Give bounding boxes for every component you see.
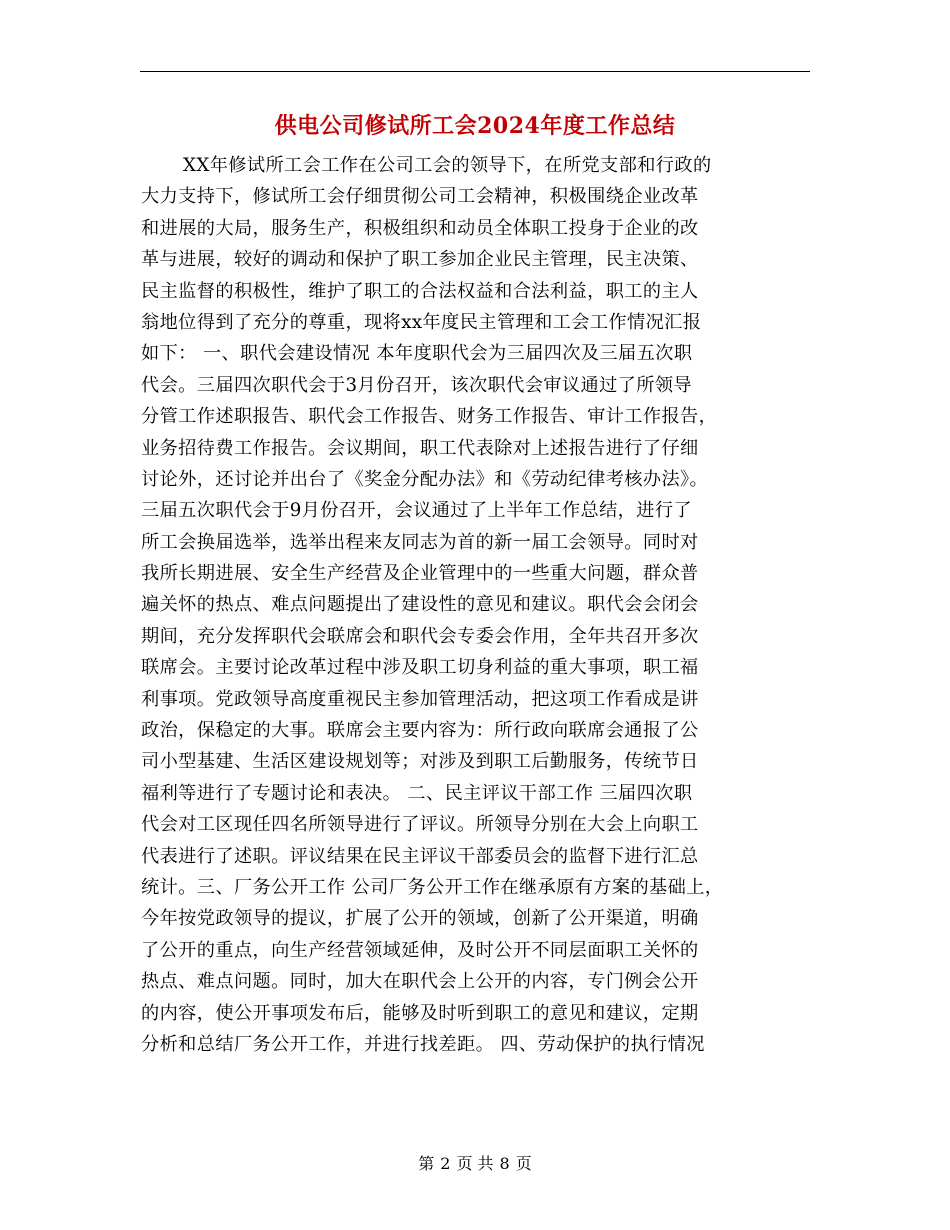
- body-line: 所工会换届选举，选举出程来友同志为首的新一届工会领导。同时对: [141, 531, 699, 553]
- body-line: 今年按党政领导的提议，扩展了公开的领域，创新了公开渠道，明确: [141, 908, 699, 930]
- body-line: 统计。三、厂务公开工作 公司厂务公开工作在继承原有方案的基础上，: [141, 876, 724, 898]
- body-line: 分管工作述职报告、职代会工作报告、财务工作报告、审计工作报告，: [141, 406, 718, 428]
- body-line: 我所长期进展、安全生产经营及企业管理中的一些重大问题，群众普: [141, 563, 699, 585]
- body-line: 热点、难点问题。同时，加大在职代会上公开的内容，专门例会公开: [141, 971, 699, 993]
- body-line: 讨论外，还讨论并出台了《奖金分配办法》和《劳动纪律考核办法》。: [141, 468, 709, 490]
- body-line: 代会对工区现任四名所领导进行了评议。所领导分别在大会上向职工: [141, 814, 699, 836]
- document-title: 供电公司修试所工会2024年度工作总结: [274, 113, 676, 139]
- body-line: 大力支持下，修试所工会仔细贯彻公司工会精神，积极围绕企业改革: [141, 186, 699, 208]
- body-line: 利事项。党政领导高度重视民主参加管理活动，把这项工作看成是讲: [141, 688, 699, 710]
- body-line: 遍关怀的热点、难点问题提出了建设性的意见和建议。职代会会闭会: [141, 594, 699, 616]
- footer-total-pages: 8: [499, 1154, 510, 1173]
- body-line: 司小型基建、生活区建设规划等；对涉及到职工后勤服务，传统节日: [141, 751, 699, 773]
- footer-suffix: 页: [515, 1154, 532, 1173]
- body-line: 联席会。主要讨论改革过程中涉及职工切身利益的重大事项，职工福: [141, 657, 699, 679]
- body-line: 代会。三届四次职代会于3月份召开，该次职代会审议通过了所领导: [141, 374, 693, 396]
- body-line: 翁地位得到了充分的尊重，现将xx年度民主管理和工会工作情况汇报: [141, 311, 702, 333]
- body-line: 政治，保稳定的大事。联席会主要内容为：所行政向联席会通报了公: [141, 720, 699, 742]
- footer-page-number: 2: [440, 1154, 451, 1173]
- footer-middle: 页 共: [456, 1154, 494, 1173]
- body-line: XX年修试所工会工作在公司工会的领导下，在所党支部和行政的: [183, 155, 712, 176]
- page-footer: [0, 1152, 950, 1176]
- footer-prefix: 第: [418, 1154, 435, 1173]
- body-line: 福利等进行了专题讨论和表决。 二、民主评议干部工作 三届四次职: [141, 782, 693, 804]
- body-line: 分析和总结厂务公开工作，并进行找差距。 四、劳动保护的执行情况: [141, 1033, 705, 1055]
- body-line: 民主监督的积极性，维护了职工的合法权益和合法利益，职工的主人: [141, 280, 699, 302]
- body-line: 如下： 一、职代会建设情况 本年度职代会为三届四次及三届五次职: [141, 343, 693, 365]
- body-line: 和进展的大局，服务生产，积极组织和动员全体职工投身于企业的改: [141, 217, 699, 239]
- body-line: 三届五次职代会于9月份召开，会议通过了上半年工作总结，进行了: [141, 500, 693, 522]
- body-line: 代表进行了述职。评议结果在民主评议干部委员会的监督下进行汇总: [141, 845, 699, 867]
- body-line: 的内容，使公开事项发布后，能够及时听到职工的意见和建议，定期: [141, 1002, 699, 1024]
- document-body: [141, 150, 813, 1060]
- body-line: 期间，充分发挥职代会联席会和职代会专委会作用，全年共召开多次: [141, 625, 699, 647]
- header-rule: [140, 71, 810, 72]
- body-line: 业务招待费工作报告。会议期间，职工代表除对上述报告进行了仔细: [141, 437, 699, 459]
- body-line: 了公开的重点，向生产经营领域延伸，及时公开不同层面职工关怀的: [141, 939, 699, 961]
- body-line: 革与进展，较好的调动和保护了职工参加企业民主管理，民主决策、: [141, 249, 699, 271]
